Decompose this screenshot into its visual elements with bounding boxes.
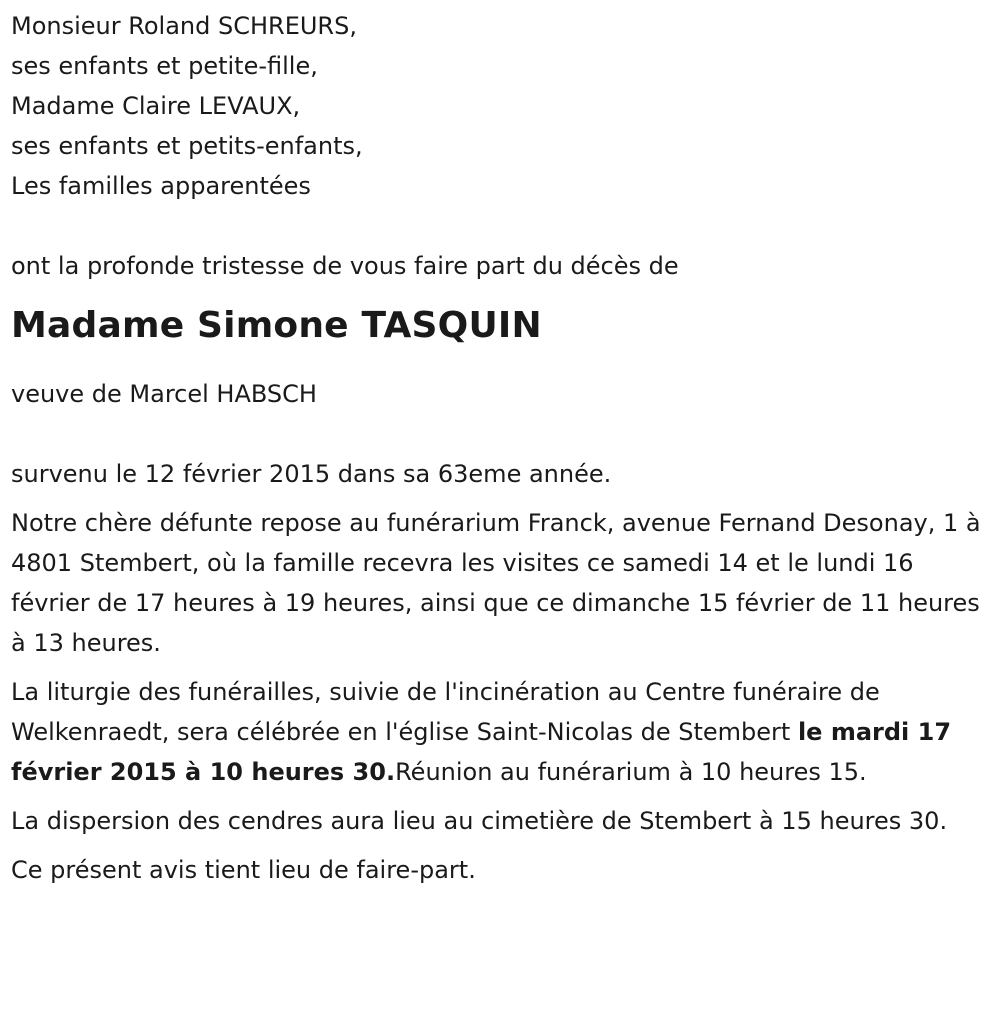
announcer-list [11, 6, 990, 206]
deceased-name: Madame Simone TASQUIN [11, 305, 542, 346]
widow-of-text: veuve de Marcel HABSCH [11, 380, 317, 408]
spacer [11, 206, 990, 246]
spacer [11, 414, 990, 454]
rest-paragraph: Notre chère défunte repose au funérarium Franck, avenue Fernand Desonay, 1 à 4801 Stembert, où la famille recevra les visites ce samedi 14 et le lundi 16 février de 17 heures à 19 heures, ainsi que ce dimanche 15 février de 11 heures à 13 heures. [11, 509, 981, 657]
death-info: survenu le 12 février 2015 dans sa 63eme année. [11, 460, 612, 488]
announcer-line: ses enfants et petite-fille, [11, 52, 318, 80]
liturgy-text: La liturgie des funérailles, suivie de l'incinération au Centre funéraire de Welkenraedt, sera célébrée en l'église Saint-Nicolas de Stembert [11, 678, 880, 746]
ashes-paragraph: La dispersion des cendres aura lieu au cimetière de Stembert à 15 heures 30. [11, 807, 948, 835]
announcer-line: Monsieur Roland SCHREURS, [11, 12, 357, 40]
spacer [11, 366, 990, 374]
intro-text: ont la profonde tristesse de vous faire part du décès de [11, 252, 679, 280]
liturgy-paragraph [11, 672, 990, 792]
announcer-line: Madame Claire LEVAUX, [11, 92, 301, 120]
announcer-line: Les familles apparentées [11, 172, 311, 200]
liturgy-date: le mardi 17 février 2015 à 10 heures 30. [11, 718, 952, 786]
liturgy-meeting: Réunion au funérarium à 10 heures 15. [395, 758, 867, 786]
announcer-line: ses enfants et petits-enfants, [11, 132, 363, 160]
closing-text: Ce présent avis tient lieu de faire-part. [11, 856, 476, 884]
